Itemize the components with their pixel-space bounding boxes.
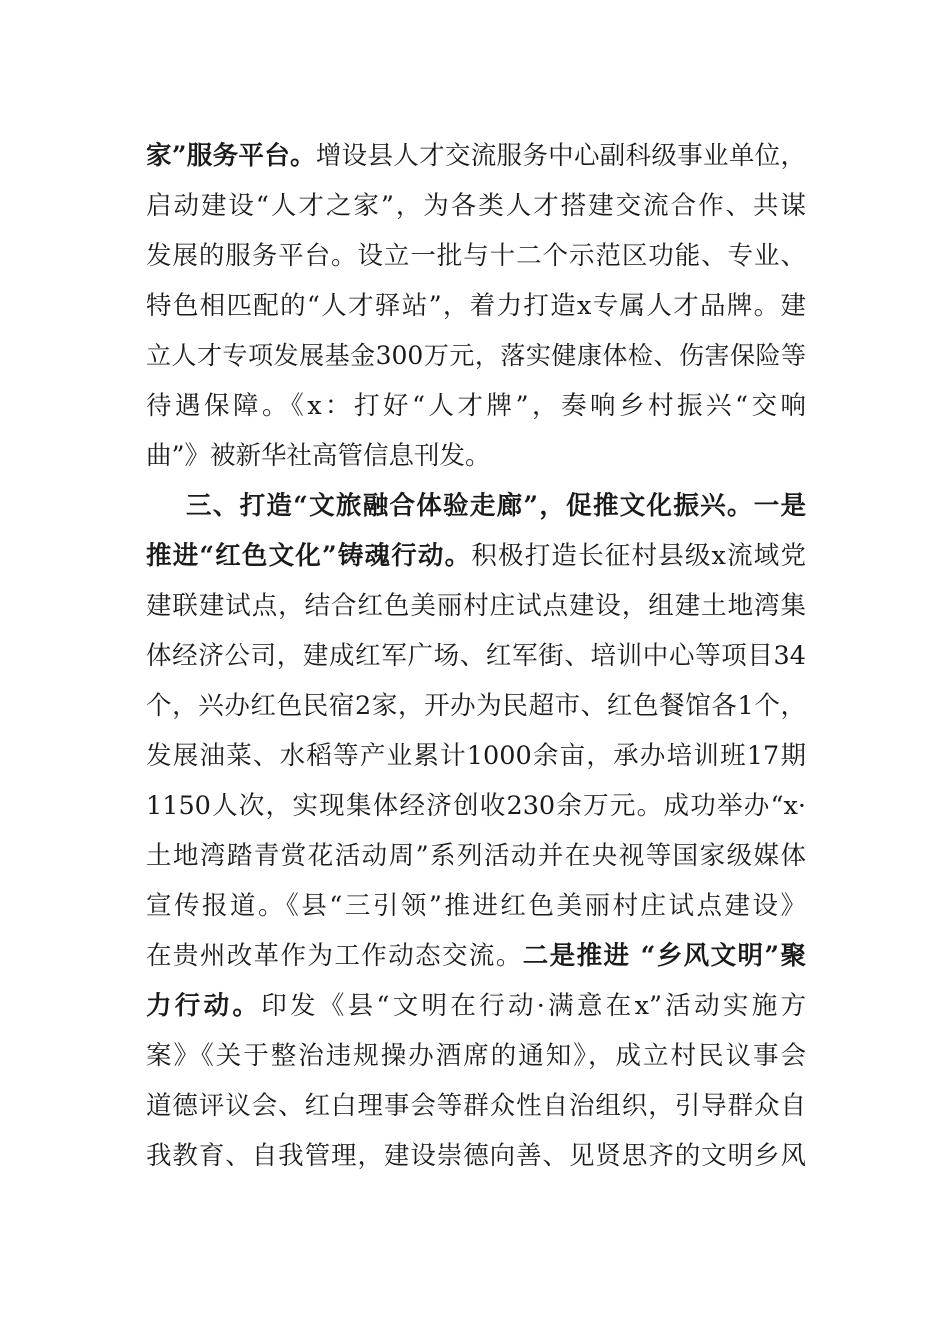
text-line — [146, 539, 806, 573]
text-line — [146, 989, 806, 1023]
text-line — [146, 1089, 806, 1123]
text-line — [146, 389, 806, 423]
bold-run: 推进“红色文化”铸魂行动。 — [146, 541, 472, 571]
text-line — [146, 439, 806, 473]
text-run: 道德评议会、红白理事会等群众性自治组织，引导群众自 — [146, 1091, 806, 1121]
text-run: 立人才专项发展基金300万元，落实健康体检、伤害保险等 — [146, 341, 806, 370]
text-run: 宣传报道。《县“三引领”推进红色美丽村庄试点建设》 — [146, 891, 806, 921]
text-run: 个，兴办红色民宿2家，开办为民超市、红色餐馆各1个， — [146, 691, 806, 721]
bold-run: 三、打造“文旅融合体验走廊”，促推文化振兴。一是 — [186, 491, 806, 521]
bold-run: 二是推进 “乡风文明”聚 — [522, 941, 806, 971]
text-run: 特色相匹配的“人才驿站”，着力打造x专属人才品牌。建 — [146, 291, 806, 321]
section-heading-line — [186, 489, 806, 523]
text-run: 我教育、自我管理，建设崇德向善、见贤思齐的文明乡风 — [146, 1141, 806, 1171]
text-line — [146, 639, 806, 673]
text-line — [146, 189, 806, 223]
text-run: 曲”》被新华社高管信息刊发。 — [146, 441, 491, 471]
text-run: 1150人次，实现集体经济创收230余万元。成功举办“x· — [146, 791, 806, 821]
text-run: 在贵州改革作为工作动态交流。 — [146, 941, 523, 971]
text-run: 发展的服务平台。设立一批与十二个示范区功能、专业、 — [146, 241, 806, 271]
text-run: 启动建设“人才之家”，为各类人才搭建交流合作、共谋 — [146, 191, 806, 221]
text-line — [146, 239, 806, 273]
text-line — [146, 139, 806, 173]
text-run: 土地湾踏青赏花活动周”系列活动并在央视等国家级媒体 — [146, 841, 806, 871]
text-line — [146, 939, 806, 973]
text-line — [146, 739, 806, 773]
text-line — [146, 1139, 806, 1173]
text-line — [146, 839, 806, 873]
bold-run: 力行动。 — [146, 991, 262, 1021]
text-line — [146, 789, 806, 823]
text-run: 发展油菜、水稻等产业累计1000余亩，承办培训班17期 — [146, 741, 806, 771]
text-line — [146, 339, 806, 373]
bold-run: 家”服务平台。 — [146, 141, 316, 171]
text-run: 案》《关于整治违规操办酒席的通知》，成立村民议事会 — [146, 1041, 806, 1071]
text-run: 积极打造长征村县级x流域党 — [471, 541, 806, 571]
text-run: 建联建试点，结合红色美丽村庄试点建设，组建土地湾集 — [146, 591, 806, 621]
text-line — [146, 289, 806, 323]
text-run: 待遇保障。《x：打好“人才牌”，奏响乡村振兴“交响 — [146, 391, 806, 421]
text-line — [146, 889, 806, 923]
text-run: 体经济公司，建成红军广场、红军街、培训中心等项目34 — [146, 641, 806, 671]
text-line — [146, 689, 806, 723]
text-run: 印发《县“文明在行动·满意在x”活动实施方 — [261, 991, 806, 1021]
text-line — [146, 589, 806, 623]
text-run: 增设县人才交流服务中心副科级事业单位， — [315, 141, 806, 171]
text-line — [146, 1039, 806, 1073]
